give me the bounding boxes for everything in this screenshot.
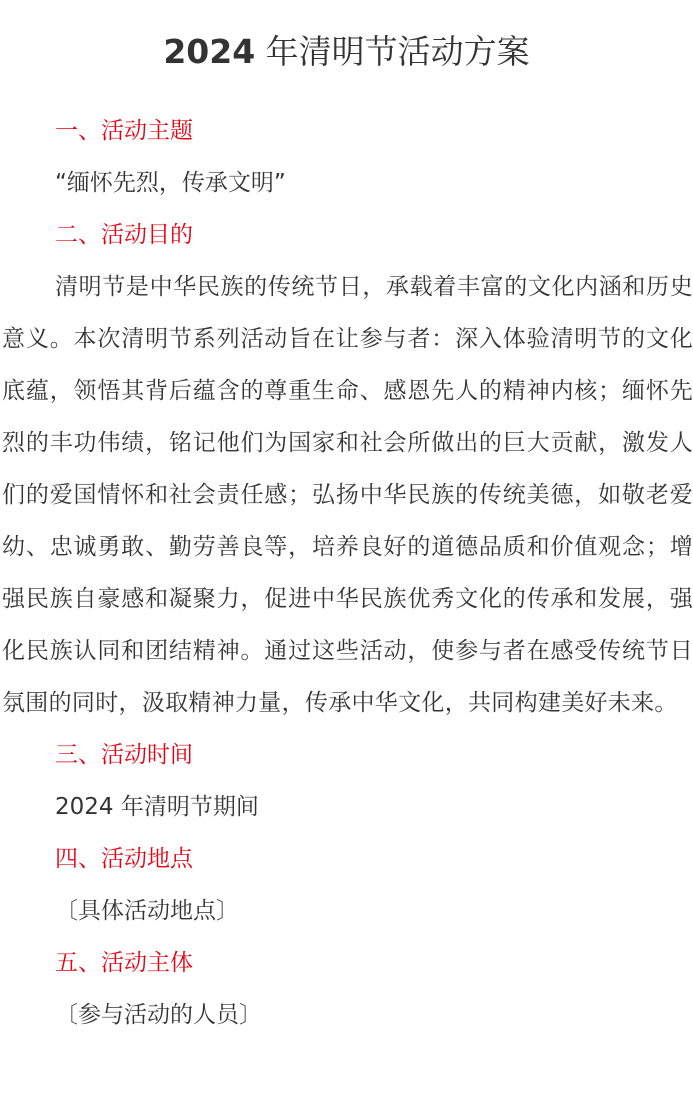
section-heading-location: 四、活动地点 xyxy=(55,846,193,872)
section-body-location: 〔具体活动地点〕 xyxy=(55,898,239,924)
section-heading-theme: 一、活动主题 xyxy=(55,118,193,144)
title-year: 2024 xyxy=(163,32,256,71)
document-title xyxy=(0,26,693,78)
section-heading-time: 三、活动时间 xyxy=(55,742,193,768)
section-body-theme: “缅怀先烈，传承文明” xyxy=(55,170,286,196)
section-heading-purpose: 二、活动目的 xyxy=(55,222,193,248)
document-body xyxy=(2,105,693,1041)
section-body-purpose: 清明节是中华民族的传统节日，承载着丰富的文化内涵和历史意义。本次清明节系列活动旨在让参与者：深入体验清明节的文化底蕴，领悟其背后蕴含的尊重生命、感恩先人的精神内核；缅怀先烈的丰功伟绩，铭记他们为国家和社会所做出的巨大贡献，激发人们的爱国情怀和社会责任感；弘扬中华民族的传统美德，如敬老爱幼、忠诚勇敢、勤劳善良等，培养良好的道德品质和价值观念；增强民族自豪感和凝聚力，促进中华民族优秀文化的传承和发展，强化民族认同和团结精神。通过这些活动，使参与者在感受传统节日氛围的同时，汲取精神力量，传承中华文化，共同构建美好未来。 xyxy=(2,274,693,716)
section-body-participants: 〔参与活动的人员〕 xyxy=(55,1002,262,1028)
section-body-time: 2024 年清明节期间 xyxy=(55,794,259,820)
title-text: 年清明节活动方案 xyxy=(255,32,530,71)
section-heading-participants: 五、活动主体 xyxy=(55,950,193,976)
